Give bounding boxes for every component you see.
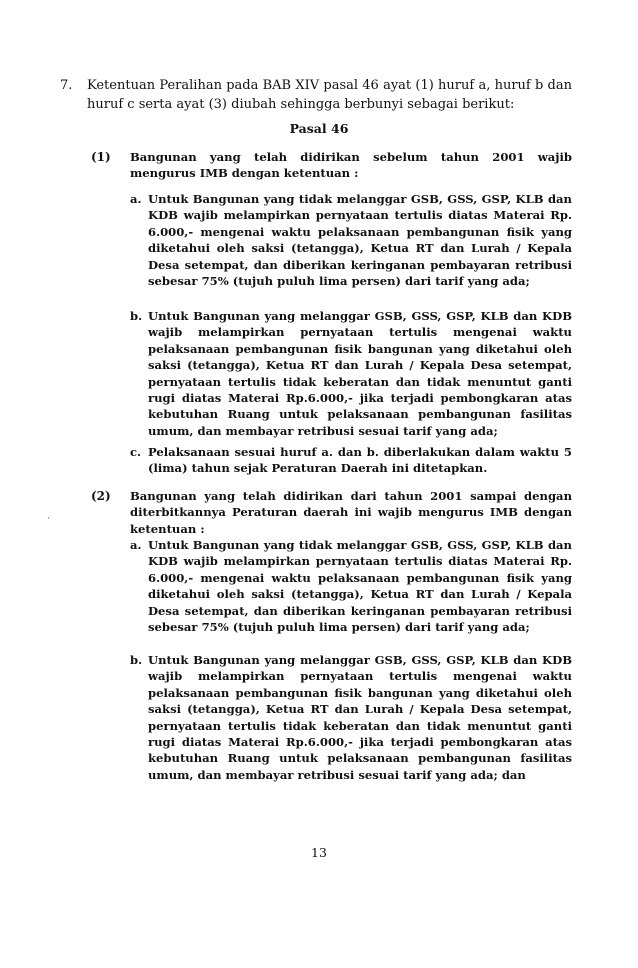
paragraph-2-number: (2) xyxy=(91,489,111,503)
item-label: a. xyxy=(130,538,142,552)
article-heading: Pasal 46 xyxy=(289,121,349,136)
paragraph-1-item-a xyxy=(130,191,572,289)
item-text: Untuk Bangunan yang tidak melanggar GSB, GSS, GSP, KLB dan KDB wajib melampirkan pernyataan tertulis diatas Materai Rp. 6.000,- mengenai waktu pelaksanaan pembangunan fisik yang diketahui oleh saksi (tetangga), Ketua RT dan Lurah / Kepala Desa setempat, dan diberikan keringanan pembayaran retribusi sebesar 75% (tujuh puluh lima persen) dari tarif yang ada; xyxy=(148,538,572,635)
scan-mark: ‘ xyxy=(47,516,51,527)
item-text: Untuk Bangunan yang melanggar GSB, GSS, GSP, KLB dan KDB wajib melampirkan pernyataan tertulis mengenai waktu pelaksanaan pembangunan fisik bangunan yang diketahui oleh saksi (tetangga), Ketua RT dan Lurah / Kepala Desa setempat, pernyataan tertulis tidak keberatan dan tidak menuntut ganti rugi diatas Materai Rp.6.000,- jika terjadi pembongkaran atas kebutuhan Ruang untuk pelaksanaan pembangunan fasilitas umum, dan membayar retribusi sesuai tarif yang ada; dan xyxy=(148,653,572,782)
paragraph-2-item-b xyxy=(130,652,572,783)
paragraph-1-item-c xyxy=(130,444,572,477)
item-label: b. xyxy=(130,653,143,667)
item-label: b. xyxy=(130,309,143,323)
paragraph-2-text: Bangunan yang telah didirikan dari tahun 2001 sampai dengan diterbitkannya Peraturan daerah ini wajib mengurus IMB dengan ketentuan : xyxy=(130,489,572,536)
intro-text: Ketentuan Peralihan pada BAB XIV pasal 46 ayat (1) huruf a, huruf b dan huruf c serta ayat (3) diubah sehingga berbunyi sebagai berikut: xyxy=(87,78,572,112)
page-number: 13 xyxy=(311,845,327,860)
intro-number: 7. xyxy=(60,78,73,93)
paragraph-1-item-b xyxy=(130,308,572,439)
item-text: Untuk Bangunan yang tidak melanggar GSB, GSS, GSP, KLB dan KDB wajib melampirkan pernyataan tertulis diatas Materai Rp. 6.000,- mengenai waktu pelaksanaan pembangunan fisik yang diketahui oleh saksi (tetangga), Ketua RT dan Lurah / Kepala Desa setempat, dan diberikan keringanan pembayaran retribusi sebesar 75% (tujuh puluh lima persen) dari tarif yang ada; xyxy=(148,192,572,289)
item-label: a. xyxy=(130,192,142,206)
paragraph-1-text: Bangunan yang telah didirikan sebelum tahun 2001 wajib mengurus IMB dengan ketentuan : xyxy=(130,150,572,181)
intro-item xyxy=(60,76,572,114)
item-text: Pelaksanaan sesuai huruf a. dan b. diberlakukan dalam waktu 5 (lima) tahun sejak Peraturan Daerah ini ditetapkan. xyxy=(148,445,572,476)
item-text: Untuk Bangunan yang melanggar GSB, GSS, GSP, KLB dan KDB wajib melampirkan pernyataan tertulis mengenai waktu pelaksanaan pembangunan fisik bangunan yang diketahui oleh saksi (tetangga), Ketua RT dan Lurah / Kepala Desa setempat, pernyataan tertulis tidak keberatan dan tidak menuntut ganti rugi diatas Materai Rp.6.000,- jika terjadi pembongkaran atas kebutuhan Ruang untuk pelaksanaan pembangunan fasilitas umum, dan membayar retribusi sesuai tarif yang ada; xyxy=(148,309,572,438)
paragraph-2-item-a xyxy=(130,537,572,635)
paragraph-1-number: (1) xyxy=(91,150,111,164)
item-label: c. xyxy=(130,445,142,459)
